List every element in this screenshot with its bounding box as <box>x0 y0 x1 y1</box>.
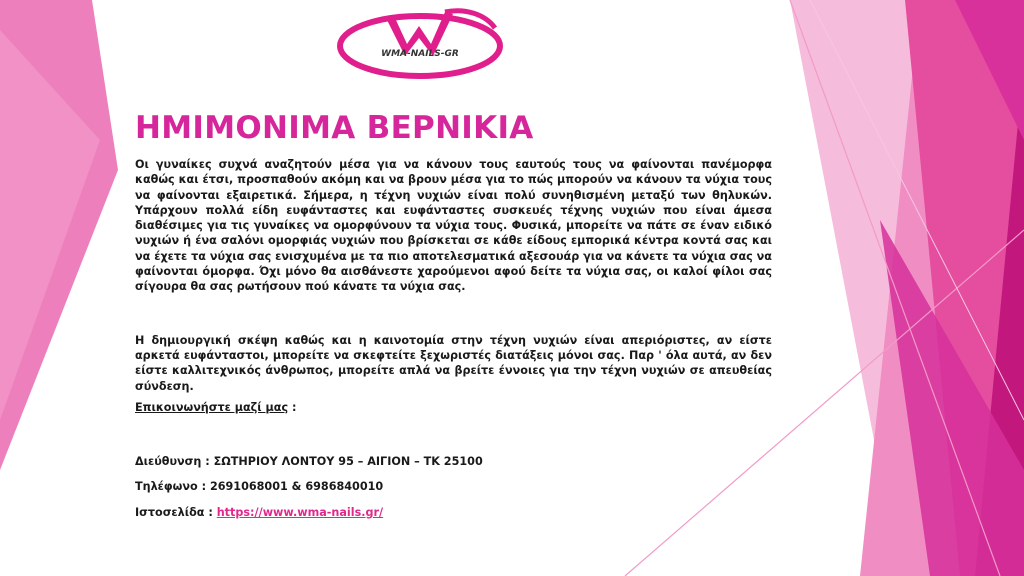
website-line <box>135 505 772 520</box>
address-line: Διεύθυνση : ΣΩΤΗΡΙΟΥ ΛΟΝΤΟΥ 95 – ΑΙΓΙΟΝ – ΤΚ 25100 <box>135 455 483 469</box>
website-link[interactable]: https://www.wma-nails.gr/ <box>216 505 384 519</box>
creativity-paragraph: Η δημιουργική σκέψη καθώς και η καινοτομία στην τέχνη νυχιών είναι απεριόριστες, αν είστε αρκετά ευφάνταστοι, μπορείτε να σκεφτείτε ξεχωριστές διατάξεις μόνοι σας. Παρ ' όλα αυτά, αν δεν είστε καλλιτεχνικός άνθρωπος, μπορείτε απλά να βρείτε έννοιες για την τέχνη νυχιών σε απευθείας σύνδεση. <box>135 333 772 393</box>
contact-heading-suffix: : <box>288 400 297 414</box>
website-label: Ιστοσελίδα : <box>135 505 217 519</box>
page-title: ΗΜΙΜΟΝΙΜΑ ΒΕΡΝΙΚΙΑ <box>135 110 534 146</box>
content-body <box>135 157 772 520</box>
logo-text: WMA-NAILS-GR <box>381 49 459 59</box>
spacer <box>135 295 772 333</box>
logo-swoosh-icon <box>340 16 500 76</box>
contact-heading <box>135 400 772 415</box>
wma-nails-logo[interactable] <box>335 6 505 84</box>
contact-us-link[interactable]: Επικοινωνήστε μαζί μας <box>135 400 289 414</box>
spacer <box>135 469 772 479</box>
phone-line: Τηλέφωνο : 2691068001 & 6986840010 <box>135 480 384 494</box>
intro-paragraph: Οι γυναίκες συχνά αναζητούν μέσα για να κάνουν τους εαυτούς τους να φαίνονται πανέμορφα καθώς και έτσι, προσπαθούν ακόμη και να βρουν μέσα για το πώς μπορούν να κάνουν τα νύχια τους να φαίνονται εξαιρετικά. Σήμερα, η τέχνη νυχιών είναι πολύ συνηθισμένη μεταξύ των θηλυκών. Υπάρχουν πολλά είδη ευφάνταστες και ευφάνταστες συσκευές τέχνης νυχιών που είναι άμεσα διαθέσιμες για τις γυναίκες να ομορφύνουν τα νύχια τους. Φυσικά, μπορείτε να πάτε σε έναν ειδικό νυχιών ή ένα σαλόνι ομορφιάς νυχιών που βρίσκεται σε κάθε είδους εμπορικά κέντρα κοντά σας και να έχετε τα νύχια σας ενισχυμένα με τα πιο αποτελεσματικά αξεσουάρ για να κάνετε τα νύχια σας να φαίνονται όμορφα. Όχι μόνο θα αισθάνεστε χαρούμενοι αφού δείτε τα νύχια σας, οι καλοί φίλοι σας σίγουρα θα σας ρωτήσουν πού κάνατε τα νύχια σας. <box>135 158 772 294</box>
spacer <box>135 495 772 505</box>
spacer <box>135 415 772 454</box>
